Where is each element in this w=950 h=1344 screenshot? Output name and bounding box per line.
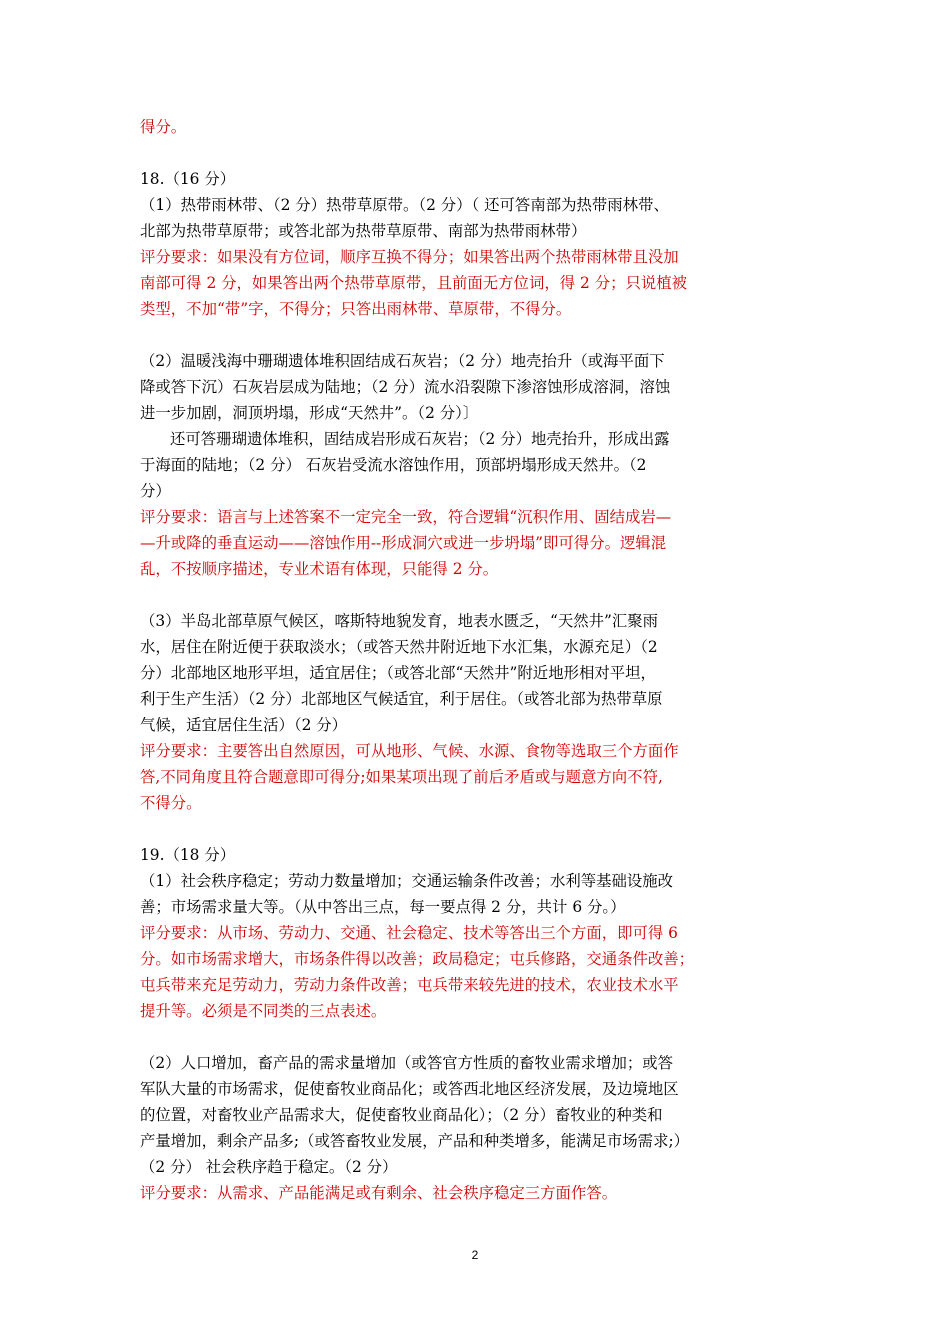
- spacer: [140, 322, 816, 348]
- q18-part2-criteria: —升或降的垂直运动——溶蚀作用--形成洞穴或进一步坍塌”即可得分。逻辑混: [140, 534, 667, 552]
- q19-part2-line: 产量增加，剩余产品多;（或答畜牧业发展，产品和种类增多，能满足市场需求;）: [140, 1132, 690, 1150]
- q18-part3-line: 气候，适宜居住生活）（2 分）: [140, 716, 348, 734]
- q18-part1-criteria: 类型，不加“带”字，不得分；只答出雨林带、草原带，不得分。: [140, 300, 572, 318]
- q19-part1-criteria: 分。如市场需求增大，市场条件得以改善；政局稳定；屯兵修路，交通条件改善；: [140, 950, 695, 968]
- q18-part2-alt-line: 还可答珊瑚遗体堆积，固结成岩形成石灰岩；（2 分）地壳抬升，形成出露: [170, 430, 670, 448]
- q18-part3-line: 水，居住在附近便于获取淡水；（或答天然井附近地下水汇集，水源充足）（2: [140, 638, 658, 656]
- answer-content: [140, 114, 816, 1206]
- q18-part3-criteria: 评分要求：主要答出自然原因，可从地形、气候、水源、食物等选取三个方面作: [140, 742, 679, 760]
- q19-part2-line: 的位置，对畜牧业产品需求大，促使畜牧业商品化）；（2 分）畜牧业的种类和: [140, 1106, 663, 1124]
- q19-part1-criteria: 提升等。必须是不同类的三点表述。: [140, 1002, 387, 1020]
- q19-part2-line: 军队大量的市场需求，促使畜牧业商品化；或答西北地区经济发展，及边境地区: [140, 1080, 679, 1098]
- spacer: [140, 1024, 816, 1050]
- q19-part1-criteria: 评分要求：从市场、劳动力、交通、社会稳定、技术等答出三个方面，即可得 6: [140, 924, 678, 942]
- q18-part3-criteria: 答,不同角度且符合题意即可得分;如果某项出现了前后矛盾或与题意方向不符,: [140, 768, 663, 786]
- q18-part2-line: 进一步加剧，洞顶坍塌，形成“天然井”。（2 分）〕: [140, 404, 479, 422]
- q19-part1-line: 善；市场需求量大等。（从中答出三点，每一要点得 2 分，共计 6 分。）: [140, 898, 626, 916]
- q19-part2-line: （2 分） 社会秩序趋于稳定。（2 分）: [140, 1158, 398, 1176]
- q18-part3-criteria: 不得分。: [140, 794, 202, 812]
- q18-part2-alt-line: 分）: [140, 482, 171, 500]
- q18-part2-alt-line: 于海面的陆地；（2 分） 石灰岩受流水溶蚀作用，顶部坍塌形成天然井。（2: [140, 456, 647, 474]
- q19-part2-line: （2）人口增加，畜产品的需求量增加（或答官方性质的畜牧业需求增加；或答: [140, 1054, 674, 1072]
- q19-part1-criteria: 屯兵带来充足劳动力，劳动力条件改善；屯兵带来较先进的技术，农业技术水平: [140, 976, 679, 994]
- q18-part2-criteria: 乱，不按顺序描述，专业术语有体现，只能得 2 分。: [140, 560, 499, 578]
- q18-header: 18.（16 分）: [140, 170, 236, 188]
- q18-part1-line: （1）热带雨林带、（2 分）热带草原带。（2 分）（ 还可答南部为热带雨林带、: [140, 196, 669, 214]
- q18-part2-line: （2）温暖浅海中珊瑚遗体堆积固结成石灰岩；（2 分）地壳抬升（或海平面下: [140, 352, 665, 370]
- q18-part1-criteria: 南部可得 2 分，如果答出两个热带草原带，且前面无方位词，得 2 分；只说植被: [140, 274, 688, 292]
- q18-part2-line: 降或答下沉）石灰岩层成为陆地；（2 分）流水沿裂隙下渗溶蚀形成溶洞，溶蚀: [140, 378, 671, 396]
- spacer: [140, 816, 816, 842]
- q18-part1-criteria: 评分要求：如果没有方位词，顺序互换不得分；如果答出两个热带雨林带且没加: [140, 248, 679, 266]
- q19-part1-line: （1）社会秩序稳定；劳动力数量增加；交通运输条件改善；水利等基础设施改: [140, 872, 674, 890]
- page-number: 2: [471, 1248, 479, 1262]
- q18-part3-line: 分）北部地区地形平坦，适宜居住；（或答北部“天然井”附近地形相对平坦，: [140, 664, 656, 682]
- q18-part3-line: （3）半岛北部草原气候区，喀斯特地貌发育，地表水匮乏，“天然井”汇聚雨: [140, 612, 659, 630]
- q19-header: 19.（18 分）: [140, 846, 236, 864]
- q18-part3-line: 利于生产生活）（2 分）北部地区气候适宜，利于居住。（或答北部为热带草原: [140, 690, 663, 708]
- q18-part1-line: 北部为热带草原带；或答北部为热带草原带、南部为热带雨林带）: [140, 222, 587, 240]
- spacer: [140, 140, 816, 166]
- score-tail: 得分。: [140, 118, 187, 136]
- spacer: [140, 582, 816, 608]
- q18-part2-criteria: 评分要求：语言与上述答案不一定完全一致，符合逻辑“沉积作用、固结成岩—: [140, 508, 672, 526]
- q19-part2-criteria: 评分要求：从需求、产品能满足或有剩余、社会秩序稳定三方面作答。: [140, 1184, 618, 1202]
